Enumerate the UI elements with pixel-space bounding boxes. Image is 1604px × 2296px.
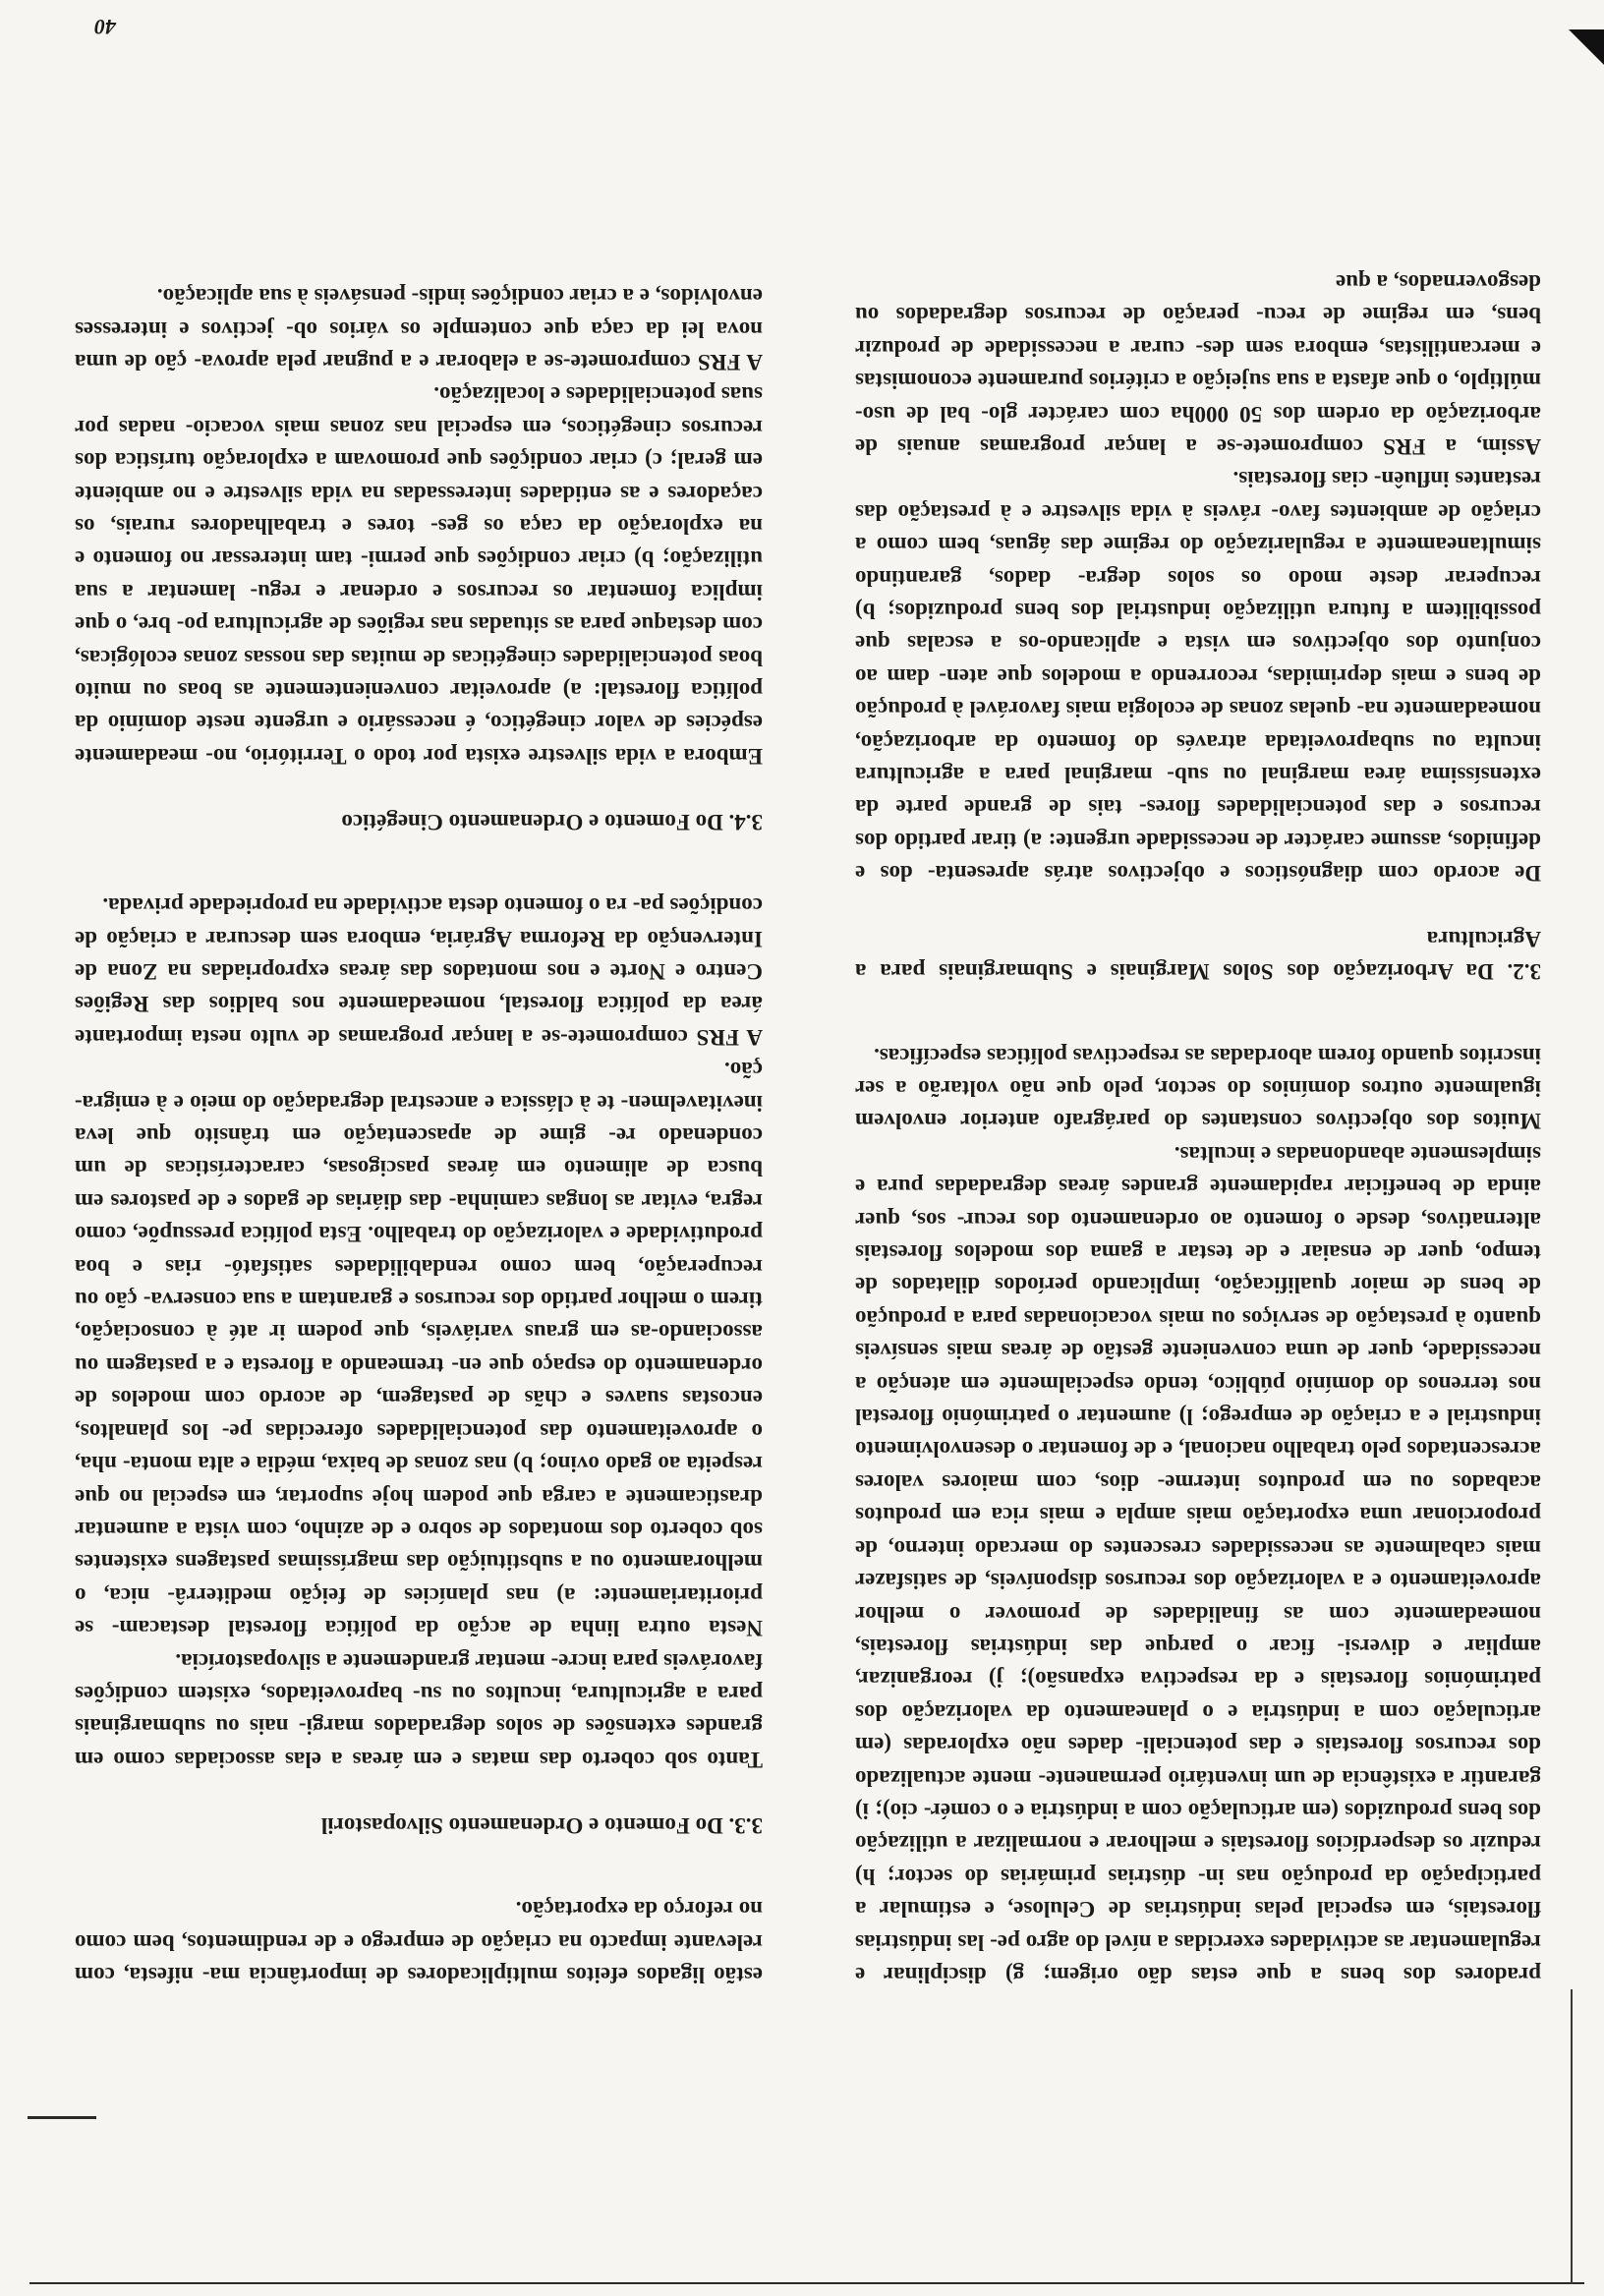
right-column: [75, 280, 763, 1991]
paragraph: A FRS compromete-se a lançar programas de vulto nesta importante área da política florestal, nomeadamente nos baldios das Regiões Centro e Norte e nos montados das áreas expropriadas na Zona de Intervenção da Reforma Agrária, embora sem descurar a criação de condições pa- ra o fomento desta actividade na propriedade privada.: [75, 893, 763, 1050]
section-heading: 3.4. Do Fomento e Ordenamento Cinegético: [341, 809, 763, 834]
page-number: 40: [94, 15, 116, 39]
paragraph: Muitos dos objectivos constantes do parágrafo anterior envolvem igualmente outros domínios do sector, pelo que não voltarão a ser inscritos quando forem abordadas as respectivas políticas específicas.: [855, 1043, 1541, 1134]
paragraph: De acordo com diagnósticos e objectivos atrás apresenta- dos e definidos, assume carácter de necessidade urgente: a) tirar partido dos recursos e das potencialidades flores- tais de grande parte da extensíssima área marginal ou sub- marginal para a agricultura inculta ou subaproveitada através do fomento da arborização, nomeadamente na- quelas zonas de ecologia mais favorável à produção de bens e mais deprimidas, recorrendo a modelos que aten- dam ao conjunto dos objectivos em vista e aplicando-os a escalas que possibilitem a futura utilização industrial dos bens produzidos; b) recuperar deste modo os solos degra- dados, garantindo simultaneamente a regularização do regime das águas, bem como a criação de ambientes favo- ráveis à vida silvestre e à prestação das restantes influên- cias florestais.: [855, 467, 1541, 887]
top-rule: [29, 2282, 1584, 2284]
margin-mark: [28, 2116, 96, 2119]
paragraph: Nesta outra linha de acção da política florestal destacam- se prioritariamente: a) nas planícies de feição mediterrâ- nica, o melhoramento ou a substituição das magríssimas pastagens existentes sob coberto dos montados de sobro e de azinho, com vista a aumentar drasticamente a carga que podem hoje suportar, em especial no que respeita ao gado ovino; b) nas zonas de baixa, média e alta monta- nha, o aproveitamento das potencialidades oferecidas pe- los planaltos, encostas suaves e chãs de pastagem, de acordo com modelos de ordenamento do espaço que en- tremeando a floresta e a pastagem ou associando-as em graus variáveis, que podem ir até à consociação, tirem o melhor partido dos recursos e garantam a sua conserva- ção ou recuperação, bem como rendabilidades satisfató- rias e boa produtividade e valorização do trabalho. Esta política pressupõe, como regra, evitar as longas caminha- das diárias de gados e de pastores em busca de alimento em áreas pascigosas, características de um condenado re- gime de apascentação em trânsito que leva inevitavelmen- te à clássica e ancestral degradação do meio e à emigra- ção.: [75, 1058, 763, 1641]
paragraph: Assim, a FRS compromete-se a lançar programas anuais de arborização da ordem dos 50 000ha com carácter glo- bal de uso-múltiplo, o que afasta a sua sujeição a critérios puramente economistas e mercantilistas, embora sem des- curar a necessidade de produzir bens, em regime de recu- peração de recursos degradados ou desgovernados, a que: [855, 269, 1541, 459]
section-heading: 3.2. Da Arborização dos Solos Marginais e Submarginais para a Agricultura: [855, 927, 1541, 985]
paragraph: Tanto sob coberto das matas e em áreas a elas associadas como em grandes extensões de solos degradados margi- nais ou submarginais para a agricultura, incultos ou su- baproveitados, existem condições favoráveis para incre- mentar grandemente a silvopastorícia.: [75, 1648, 763, 1772]
left-column: [855, 266, 1541, 1992]
side-rule: [1571, 1989, 1573, 2284]
paragraph: pradores dos bens a que estas dão origem; g) disciplinar e regulamentar as actividades exercidas a nível do agro pe- las indústrias florestais, em especial pelas indústrias de Celulose, e estimular a participação da produção nas in- dústrias primárias do sector; h) reduzir os desperdícios florestais e melhorar e normalizar a utilização dos bens produzidos (em articulação com a indústria e o comér- cio); i) garantir a existência de um inventário permanente- mente actualizado dos recursos florestais e das potenciali- dades não exploradas (em articulação com a indústria e o planeamento da valorização dos patrimónios florestais e da respectiva expansão); j) reorganizar, ampliar e diversi- ficar o parque das indústrias florestais, nomeadamente com as finalidades de promover o melhor aproveitamento e a valorização dos recursos disponíveis, de satisfazer mais cabalmente as necessidades crescentes do mercado interno, de proporcionar uma exportação mais ampla e mais rica em produtos acabados ou em produtos interme- dios, com maiores valores acrescentados pelo trabalho nacional, e de fomentar o desenvolvimento industrial e a criação de emprego; l) aumentar o património florestal nos terrenos do domínio público, tendo especialmente em atenção a necessidade, quer de uma conveniente gestão de áreas mais sensíveis quanto à prestação de serviços ou mais vocacionadas para a produção de bens de maior qualificação, implicando períodos dilatados de tempo, quer de ensaiar e de testar a gama dos modelos florestais alternativos, desde o fomento ao ordenamento dos recur- sos, quer ainda de beneficiar rapidamente grandes áreas degradadas pura e simplesmente abandonadas e incultas.: [855, 1141, 1541, 1987]
corner-mark: [1569, 29, 1604, 65]
paragraph: estão ligados efeitos multiplicadores de importância ma- nifesta, com relevante impacto na criação de emprego e de rendimentos, bem como no reforço da exportação.: [75, 1897, 763, 1987]
section-heading: 3.3. Do Fomento e Ordenamento Silvopastoril: [320, 1812, 763, 1838]
paragraph: Embora a vida silvestre exista por todo o Território, no- meadamente espécies de valor cinegético, é necessário e urgente neste domínio da política florestal: a) aproveitar convenientemente as boas ou muito boas potencialidades cinegéticas de muitas das nossas zonas ecológicas, com destaque para as situadas nas regiões de agricultura po- bre, o que implica fomentar os recursos e ordenar e regu- lamentar a sua utilização; b) criar condições que permi- tam interessar no fomento e na exploração da caça os ges- tores e trabalhadores rurais, os caçadores e as entidades interessadas na vida silvestre e no ambiente em geral; c) criar condições que promovam a exploração turística dos recursos cinegéticos, em especial nas zonas mais vocacio- nadas por suas potencialidades e localização.: [75, 382, 763, 769]
paragraph: A FRS compromete-se a elaborar e a pugnar pela aprova- ção de uma nova lei da caça que contemple os vários ob- jectivos e interesses envolvidos, e a criar condições indis- pensáveis à sua aplicação.: [75, 284, 763, 374]
